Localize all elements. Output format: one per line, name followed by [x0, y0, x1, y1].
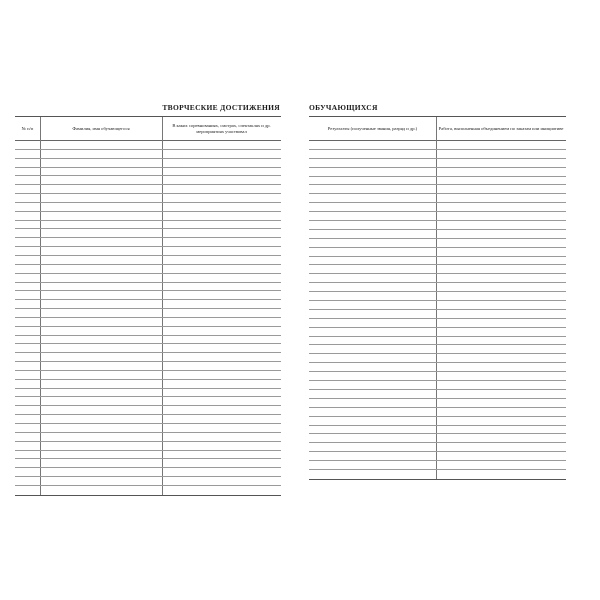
- table-row: [309, 159, 566, 168]
- table-row: [309, 328, 566, 337]
- right-page-table: [309, 116, 566, 480]
- table-row: [15, 344, 281, 353]
- table-row: [309, 372, 566, 381]
- table-row: [309, 257, 566, 266]
- table-row: [309, 310, 566, 319]
- table-row: [15, 185, 281, 194]
- table-row: [15, 318, 281, 327]
- table-row: [309, 417, 566, 426]
- spread-title-right: ОБУЧАЮЩИХСЯ: [309, 103, 378, 112]
- table-row: [15, 283, 281, 292]
- table-row: [15, 433, 281, 442]
- table-row: [15, 415, 281, 424]
- table-row: [309, 426, 566, 435]
- table-row: [15, 336, 281, 345]
- column-header-number: № п/п: [15, 117, 40, 141]
- table-row: [309, 345, 566, 354]
- table-row: [309, 239, 566, 248]
- table-row: [309, 177, 566, 186]
- table-row: [15, 300, 281, 309]
- table-row: [15, 274, 281, 283]
- table-row: [309, 354, 566, 363]
- table-row: [15, 486, 281, 495]
- table-row: [309, 221, 566, 230]
- table-row: [309, 230, 566, 239]
- table-row: [15, 353, 281, 362]
- table-row: [15, 327, 281, 336]
- table-row: [15, 159, 281, 168]
- table-row: [15, 229, 281, 238]
- table-row: [309, 443, 566, 452]
- table-row: [309, 381, 566, 390]
- left-page-table: [15, 116, 281, 496]
- table-row: [309, 141, 566, 150]
- table-row: [15, 477, 281, 486]
- table-row: [15, 424, 281, 433]
- column-header-name: Фамилия, имя обучающегося: [40, 117, 162, 141]
- column-header-work: Работа, выполненная объединением по заказам или инициативе: [436, 117, 566, 141]
- table-row: [309, 363, 566, 372]
- table-row: [309, 408, 566, 417]
- table-row: [309, 185, 566, 194]
- table-row: [15, 397, 281, 406]
- table-rows: [15, 141, 281, 495]
- table-row: [15, 141, 281, 150]
- table-row: [15, 451, 281, 460]
- table-row: [309, 390, 566, 399]
- table-row: [15, 362, 281, 371]
- table-row: [309, 283, 566, 292]
- table-row: [309, 470, 566, 479]
- table-row: [15, 176, 281, 185]
- table-row: [15, 468, 281, 477]
- table-row: [15, 221, 281, 230]
- table-row: [15, 150, 281, 159]
- table-row: [309, 212, 566, 221]
- table-row: [15, 371, 281, 380]
- table-row: [309, 452, 566, 461]
- spread-title-left: ТВОРЧЕСКИЕ ДОСТИЖЕНИЯ: [162, 103, 280, 112]
- table-row: [15, 291, 281, 300]
- table-row: [309, 319, 566, 328]
- table-row: [309, 248, 566, 257]
- table-row: [15, 194, 281, 203]
- table-row: [15, 309, 281, 318]
- table-row: [15, 256, 281, 265]
- table-row: [309, 265, 566, 274]
- table-row: [15, 168, 281, 177]
- column-header-results: Результаты (полученные звания, разряд и др.): [309, 117, 436, 141]
- table-row: [15, 442, 281, 451]
- table-row: [309, 168, 566, 177]
- table-row: [15, 265, 281, 274]
- table-row: [309, 292, 566, 301]
- table-row: [15, 247, 281, 256]
- table-row: [309, 399, 566, 408]
- table-row: [15, 212, 281, 221]
- table-row: [15, 406, 281, 415]
- table-row: [309, 274, 566, 283]
- table-row: [309, 301, 566, 310]
- table-row: [309, 434, 566, 443]
- table-row: [15, 380, 281, 389]
- table-row: [309, 337, 566, 346]
- table-row: [15, 203, 281, 212]
- table-row: [15, 459, 281, 468]
- table-row: [15, 389, 281, 398]
- table-row: [309, 461, 566, 470]
- column-header-events: В каких соревнованиях, смотрах, спектаклях и др. мероприятиях участвовал: [162, 117, 281, 141]
- table-row: [15, 238, 281, 247]
- table-row: [309, 150, 566, 159]
- table-row: [309, 203, 566, 212]
- table-row: [309, 194, 566, 203]
- table-rows: [309, 141, 566, 479]
